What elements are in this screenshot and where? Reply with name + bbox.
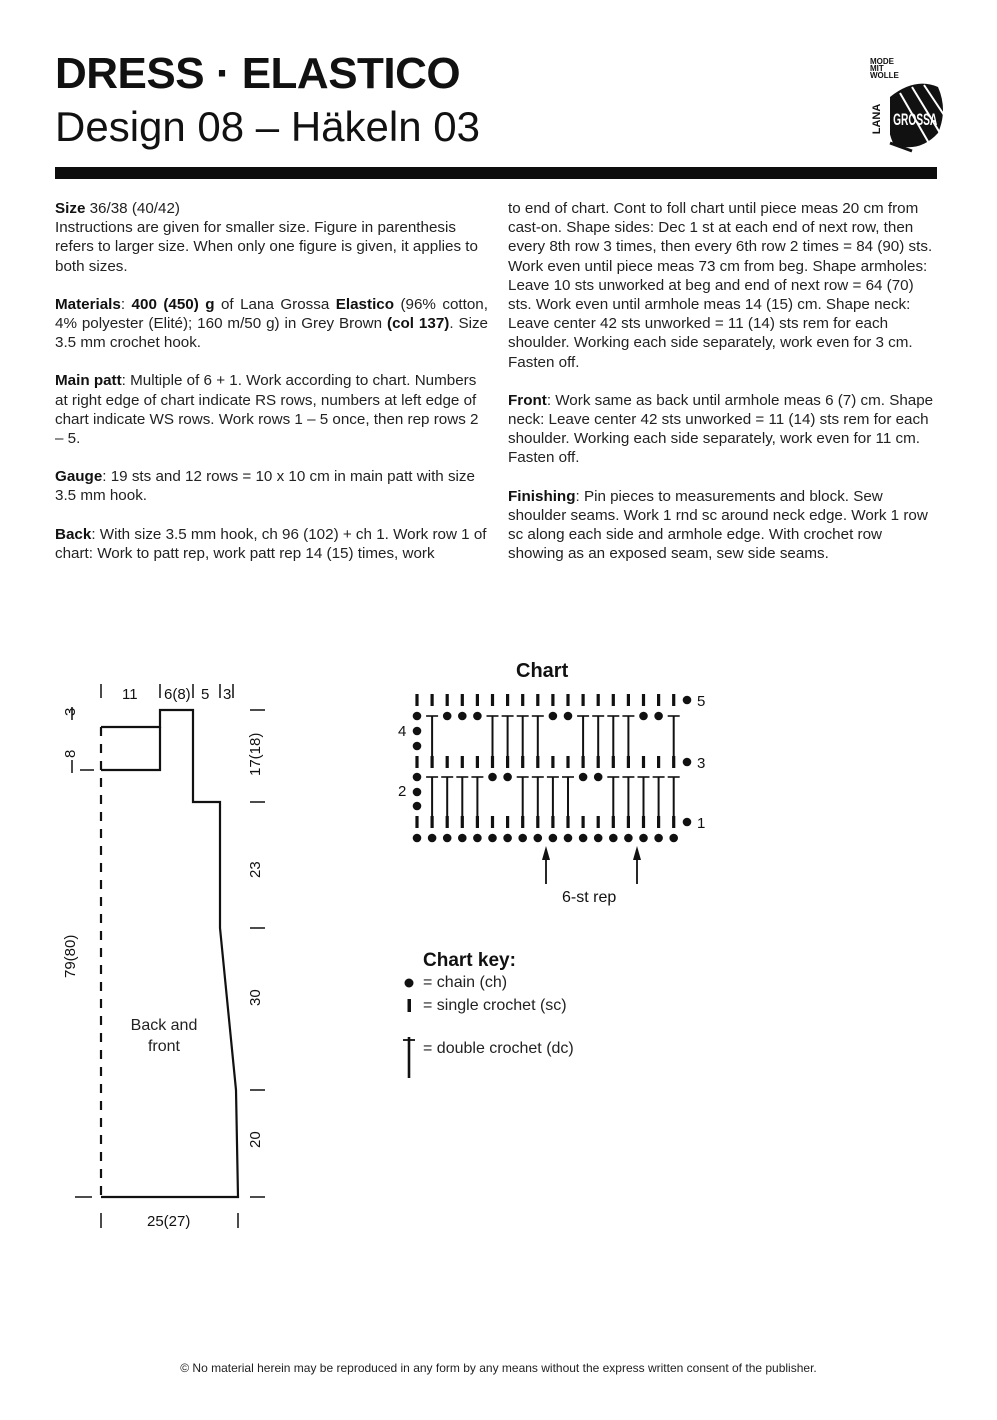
- main-patt-text: : Multiple of 6 + 1. Work according to chart. Numbers at right edge of chart indicate RS rows, numbers at left edge of chart indicate WS rows. Work rows 1 – 5 once, then rep rows 2 – 5.: [55, 372, 479, 448]
- key-dc-label: = double crochet (dc): [423, 1040, 574, 1057]
- chart-key-title: Chart key:: [423, 950, 516, 971]
- finishing-label: Finishing: [508, 487, 576, 505]
- materials-section: Materials: 400 (450) g of Lana Grossa Elastico (96% cotton, 4% polyester (Elité); 160 m/50 g) in Grey Brown (col 137). Size 3.5 mm crochet hook.: [55, 295, 488, 352]
- yarn-ball-icon: [860, 55, 950, 155]
- materials-text: (96% cotton, 4% polyester (Elité); 160 m/50 g) in Grey Brown: [55, 295, 488, 333]
- row-label-4: 4: [398, 723, 407, 740]
- finishing-text: : Pin pieces to measurements and block. Sew shoulder seams. Work 1 rnd sc around neck edge. Work 1 row sc along each side and armhole edge. With crochet row showing as an exposed seam, sew side seams.: [508, 487, 928, 563]
- front-section: [508, 391, 940, 468]
- gauge-section: [55, 467, 488, 505]
- back-text: : With size 3.5 mm hook, ch 96 (102) + ch 1. Work row 1 of chart: Work to patt rep, work patt rep 14 (15) times, work: [55, 525, 487, 562]
- dim-edge-width: 3: [223, 686, 232, 703]
- piece-label-line: front: [147, 1038, 180, 1055]
- logo-tagline-line: MIT: [870, 64, 884, 73]
- key-chain-label: = chain (ch): [423, 974, 508, 991]
- yarn-color: (col 137): [387, 315, 450, 333]
- main-patt-label: Main patt: [55, 372, 122, 390]
- gauge-text: : 19 sts and 12 rows = 10 x 10 cm in main patt with size 3.5 mm hook.: [55, 468, 475, 505]
- row-label-2: 2: [398, 783, 407, 800]
- dim-back-neck-depth: 3: [62, 707, 79, 716]
- logo-tagline-line: MODE: [870, 57, 894, 66]
- size-label: Size: [55, 200, 86, 217]
- chain-icon: [405, 979, 414, 988]
- piece-label-line: Back and: [130, 1017, 198, 1034]
- dim-total-length: 79(80): [62, 934, 79, 978]
- size-text: Instructions are given for smaller size. Figure in parenthesis refers to larger size. When only one figure is given, it applies to both sizes.: [55, 219, 478, 275]
- size-section: [55, 199, 488, 276]
- repeat-label: 6-st rep: [562, 889, 617, 906]
- dim-armhole-width: 5: [201, 686, 210, 703]
- back-section-continued: [508, 199, 940, 372]
- dim-neck-width: 6(8): [164, 686, 191, 703]
- header-divider: [55, 167, 937, 179]
- finishing-section: [508, 487, 940, 564]
- materials-label: Materials: [55, 295, 121, 313]
- front-neck-line: [101, 727, 160, 770]
- lana-grossa-logo: [860, 55, 950, 155]
- svg-text:GROSSA: GROSSA: [893, 109, 938, 129]
- dim-armhole-depth: 17(18): [247, 732, 264, 776]
- page-subtitle: Design 08 – Häkeln 03: [55, 103, 480, 150]
- dim-shoulder-width: 11: [122, 686, 138, 703]
- page-title: DRESS · ELASTICO: [55, 49, 461, 98]
- size-value: 36/38 (40/42): [85, 200, 180, 217]
- row-label-3: 3: [697, 755, 706, 772]
- back-label: Back: [55, 525, 92, 543]
- row-label-1: 1: [697, 815, 706, 832]
- garment-outline: [101, 710, 238, 1197]
- back-section: [55, 525, 488, 563]
- materials-amount: 400 (450) g: [131, 295, 215, 313]
- key-sc-label: = single crochet (sc): [423, 997, 567, 1014]
- double-crochet-icon: [403, 1037, 415, 1078]
- yarn-name: Elastico: [335, 295, 395, 313]
- gauge-label: Gauge: [55, 468, 103, 486]
- dim-shaping-length: 30: [247, 989, 264, 1006]
- dim-bottom-width: 25(27): [147, 1213, 191, 1230]
- svg-text:LANA: LANA: [871, 103, 883, 135]
- materials-text: . Size 3.5 mm crochet hook.: [55, 315, 488, 352]
- dim-bodice-length: 23: [247, 861, 264, 878]
- instructions-right-column: [508, 199, 940, 582]
- front-label: Front: [508, 391, 547, 409]
- copyright-footer: © No material herein may be reproduced in any form by any means without the express written consent of the publisher.: [180, 1361, 817, 1375]
- dim-hem-length: 20: [247, 1131, 264, 1148]
- dim-front-neck-depth: 8: [62, 749, 79, 758]
- materials-text: of Lana Grossa: [214, 295, 336, 313]
- row-label-5: 5: [697, 693, 706, 710]
- instructions-left-column: [55, 199, 488, 582]
- logo-tagline-line: WOLLE: [870, 71, 899, 80]
- chart-title: Chart: [516, 660, 569, 682]
- front-text: : Work same as back until armhole meas 6 (7) cm. Shape neck: Leave center 42 sts unworked = 11 (14) sts rem for each shoulder. Working each side separately, work even for 11 cm. Fasten off.: [508, 391, 934, 467]
- main-patt-section: [55, 371, 488, 448]
- single-crochet-icon: [408, 999, 412, 1012]
- piece-label: [118, 1015, 210, 1057]
- back-text-continued: to end of chart. Cont to foll chart until piece meas 20 cm from cast-on. Shape sides: Dec 1 st at each end of next row, then every 8th row 3 times, then every 6th row 2 times = 84 (90) sts. Work even until piece meas 73 cm from beg. Shape armholes: Leave 10 sts unworked at beg and end of next row = 64 (70) sts. Work even until armhole meas 14 (15) cm. Shape neck: Leave center 42 sts unworked = 11 (14) sts rem for each shoulder. Working each side separately, work even for 3 cm. Fasten off.: [508, 200, 933, 371]
